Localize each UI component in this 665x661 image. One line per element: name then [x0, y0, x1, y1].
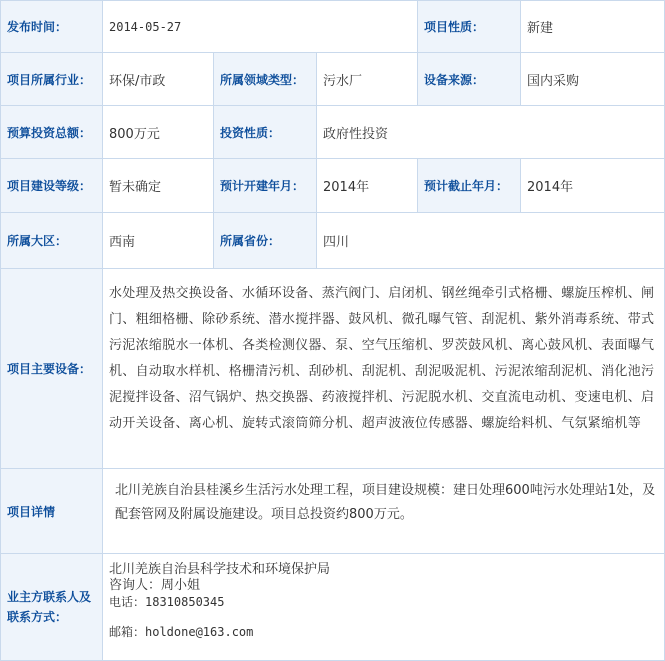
value-release-time: 2014-05-27 — [102, 0, 418, 53]
label-construction-grade: 项目建设等级： — [0, 158, 103, 213]
value-equipment-source: 国内采购 — [520, 52, 665, 106]
value-budget: 800万元 — [102, 105, 214, 159]
contact-person: 咨询人：周小姐 — [109, 578, 201, 593]
label-investment-nature: 投资性质： — [213, 105, 317, 159]
contact-email: 邮箱：holdone@163.com — [109, 625, 254, 639]
label-main-equipment: 项目主要设备： — [0, 268, 103, 469]
value-project-nature: 新建 — [520, 0, 665, 53]
value-region: 西南 — [102, 212, 214, 269]
value-project-details: 北川羌族自治县桂溪乡生活污水处理工程，项目建设规模：建日处理600吨污水处理站1处，及配套管网及附属设施建设。项目总投资约800万元。 — [102, 468, 665, 554]
value-domain-type: 污水厂 — [316, 52, 418, 106]
label-equipment-source: 设备来源： — [417, 52, 521, 106]
label-project-details: 项目详情 — [0, 468, 103, 554]
label-contact: 业主方联系人及联系方式： — [0, 553, 103, 661]
value-planned-end: 2014年 — [520, 158, 665, 213]
value-industry: 环保/市政 — [102, 52, 214, 106]
value-investment-nature: 政府性投资 — [316, 105, 665, 159]
label-planned-start: 预计开建年月： — [213, 158, 317, 213]
label-budget: 预算投资总额： — [0, 105, 103, 159]
label-industry: 项目所属行业： — [0, 52, 103, 106]
value-province: 四川 — [316, 212, 665, 269]
label-domain-type: 所属领域类型： — [213, 52, 317, 106]
label-planned-end: 预计截止年月： — [417, 158, 521, 213]
label-release-time: 发布时间： — [0, 0, 103, 53]
label-province: 所属省份： — [213, 212, 317, 269]
value-main-equipment: 水处理及热交换设备、水循环设备、蒸汽阀门、启闭机、钢丝绳牵引式格栅、螺旋压榨机、闸门、粗细格栅、除砂系统、潜水搅拌器、鼓风机、微孔曝气管、刮泥机、紫外消毒系统、带式污泥浓缩脱水一体机、各类检测仪器、泵、空气压缩机、罗茨鼓风机、离心鼓风机、表面曝气机、自动取水样机、格栅清污机、刮砂机、刮泥机、刮泥吸泥机、污泥浓缩刮泥机、消化池污泥搅拌设备、沼气锅炉、热交换器、药液搅拌机、污泥脱水机、交直流电动机、变速电机、启动开关设备、离心机、旋转式滚筒筛分机、超声波液位传感器、螺旋给料机、气氛紧缩机等 — [102, 268, 665, 469]
value-contact — [102, 553, 665, 661]
contact-org: 北川羌族自治县科学技术和环境保护局 — [109, 562, 331, 577]
value-construction-grade: 暂未确定 — [102, 158, 214, 213]
label-project-nature: 项目性质： — [417, 0, 521, 53]
label-region: 所属大区： — [0, 212, 103, 269]
contact-phone: 电话：18310850345 — [109, 595, 225, 609]
value-planned-start: 2014年 — [316, 158, 418, 213]
